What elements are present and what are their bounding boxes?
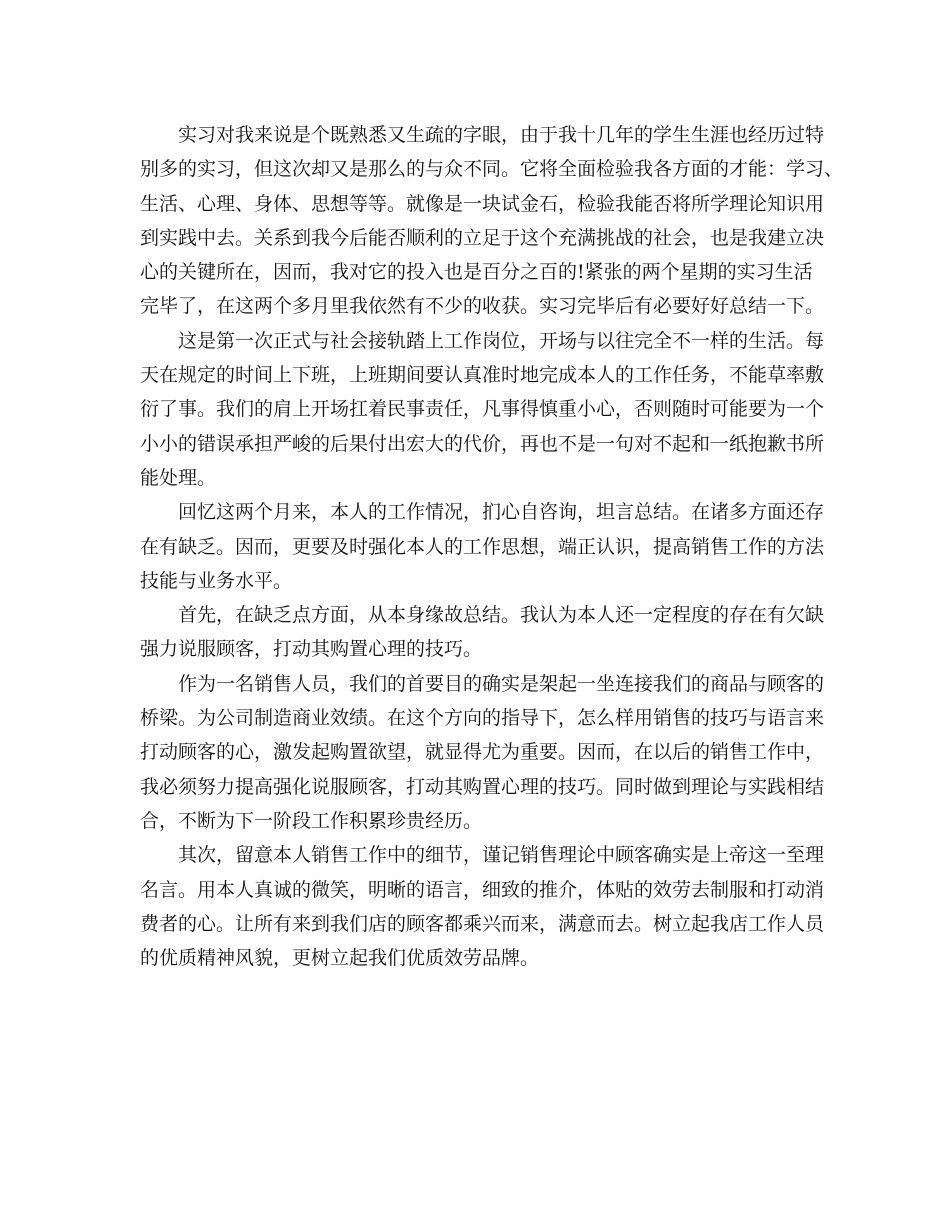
paragraph-4 xyxy=(140,598,825,667)
text-line: 首先，在缺乏点方面，从本身缘故总结。我认为本人还一定程度的存在有欠缺 xyxy=(178,604,825,627)
text-line: 实习对我来说是个既熟悉又生疏的字眼，由于我十几年的学生生涯也经历过特 xyxy=(178,124,825,146)
text-line: 这是第一次正式与社会接轨踏上工作岗位，开场与以往完全不一样的生活。每 xyxy=(178,329,825,352)
paragraph-2 xyxy=(140,324,825,495)
text-line: 回忆这两个月来，本人的工作情况，扪心自咨询，坦言总结。在诸多方面还存 xyxy=(178,501,825,524)
paragraph-1 xyxy=(140,118,844,324)
text-line: 天在规定的时间上下班，上班期间要认真准时地完成本人的工作任务，不能草率敷 xyxy=(140,364,825,387)
text-line: 强力说服顾客，打动其购置心理的技巧。 xyxy=(140,638,483,661)
text-line: 完毕了，在这两个多月里我依然有不少的收获。实习完毕后有必要好好总结一下。 xyxy=(140,295,825,318)
text-line: 在有缺乏。因而，更要及时强化本人的工作思想，端正认识，提高销售工作的方法 xyxy=(140,535,825,558)
paragraph-3 xyxy=(140,495,825,598)
text-line: 心的关键所在，因而，我对它的投入也是百分之百的!紧张的两个星期的实习生活 xyxy=(140,261,813,284)
text-line: 作为一名销售人员，我们的首要目的确实是架起一坐连接我们的商品与顾客的 xyxy=(178,672,825,695)
text-line: 到实践中去。关系到我今后能否顺利的立足于这个充满挑战的社会，也是我建立决 xyxy=(140,226,825,249)
paragraph-6 xyxy=(140,838,825,975)
text-line: 桥梁。为公司制造商业效绩。在这个方向的指导下，怎么样用销售的技巧与语言来 xyxy=(140,707,825,730)
text-line: 打动顾客的心，激发起购置欲望，就显得尤为重要。因而，在以后的销售工作中， xyxy=(140,741,825,764)
text-line: 其次，留意本人销售工作中的细节，谨记销售理论中顾客确实是上帝这一至理 xyxy=(178,844,825,867)
text-line: 合，不断为下一阶段工作积累珍贵经历。 xyxy=(140,809,483,832)
text-line: 名言。用本人真诚的微笑，明晰的语言，细致的推介，体贴的效劳去制服和打动消 xyxy=(140,878,825,901)
document-body xyxy=(140,118,844,975)
text-line: 能处理。 xyxy=(140,466,217,489)
text-line: 小小的错误承担严峻的后果付出宏大的代价，再也不是一句对不起和一纸抱歉书所 xyxy=(140,432,825,455)
paragraph-5 xyxy=(140,667,825,838)
text-line: 生活、心理、身体、思想等等。就像是一块试金石，检验我能否将所学理论知识用 xyxy=(140,192,825,215)
text-line: 的优质精神风貌，更树立起我们优质效劳品牌。 xyxy=(140,947,540,970)
text-line: 别多的实习，但这次却又是那么的与众不同。它将全面检验我各方面的才能：学习、 xyxy=(140,158,844,181)
text-line: 费者的心。让所有来到我们店的顾客都乘兴而来，满意而去。树立起我店工作人员 xyxy=(140,912,825,935)
text-line: 技能与业务水平。 xyxy=(140,569,293,592)
text-line: 衍了事。我们的肩上开场扛着民事责任，凡事得慎重小心，否则随时可能要为一个 xyxy=(140,398,825,421)
text-line: 我必须努力提高强化说服顾客，打动其购置心理的技巧。同时做到理论与实践相结 xyxy=(140,775,825,798)
